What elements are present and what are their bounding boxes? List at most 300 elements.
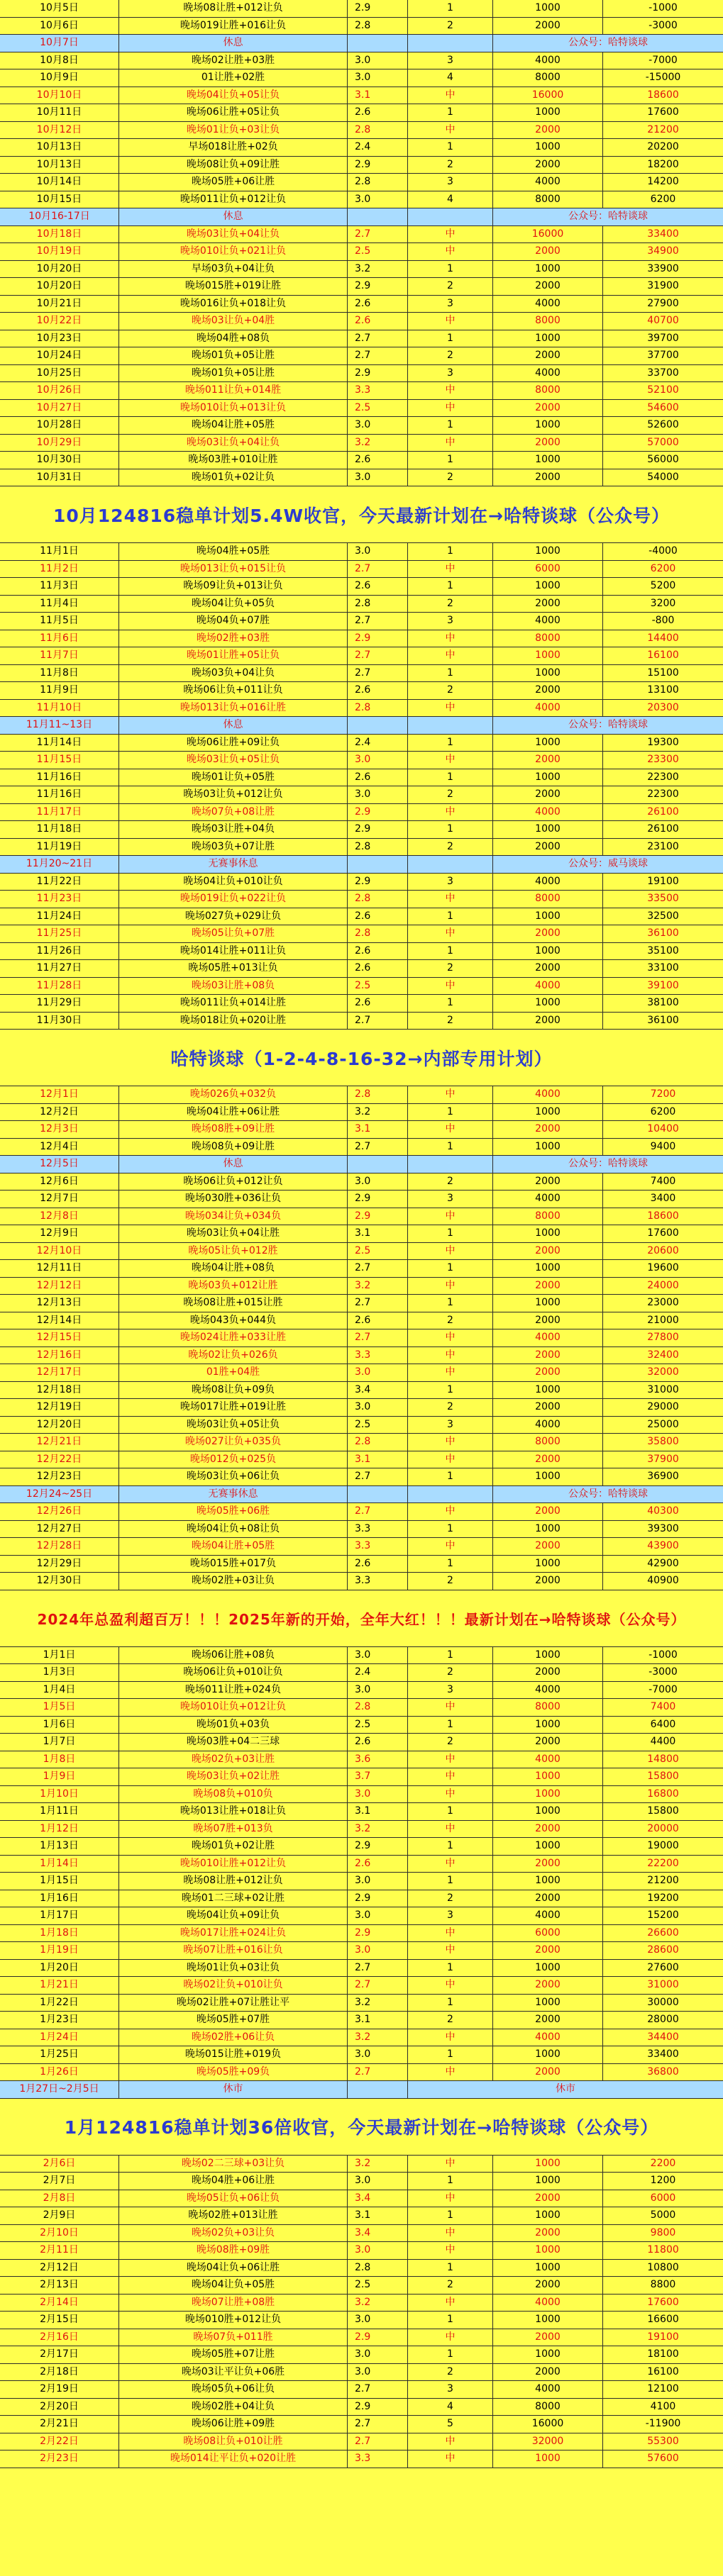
step-cell: 中 [408, 2450, 493, 2468]
pick-cell: 晚场07负+08让胜 [119, 804, 348, 821]
step-cell: 中 [408, 647, 493, 664]
result-row [0, 665, 723, 683]
pick-cell: 晚场08让胜+012让负 [119, 1873, 348, 1890]
total-cell: 8800 [650, 2279, 676, 2290]
date-cell: 10月20日 [0, 261, 119, 278]
odds-cell: 2.7 [348, 1977, 408, 1994]
odds-cell: 3.0 [348, 2173, 408, 2190]
total-cell: 39300 [647, 1522, 679, 1534]
odds-cell: 2.9 [348, 874, 408, 891]
plan-banner: 1月124816稳单计划36倍收官，今天最新计划在→哈特谈球（公众号） [0, 2099, 723, 2156]
total-cell: 7200 [650, 1088, 676, 1100]
date-cell: 12月8日 [0, 1208, 119, 1225]
result-row-win [0, 752, 723, 769]
result-row [0, 1647, 723, 1665]
result-row [0, 543, 723, 561]
total-cell: 29000 [647, 1401, 679, 1412]
pick-cell: 晚场08让负+010让胜 [119, 2433, 348, 2450]
pick-cell: 晚场011让负+012让负 [119, 191, 348, 208]
result-row [0, 682, 723, 700]
odds-cell: 2.7 [348, 613, 408, 630]
pick-cell: 晚场01负+03负 [119, 1717, 348, 1734]
result-row-win [0, 2433, 723, 2451]
step-cell: 1 [408, 139, 493, 156]
pick-cell: 晚场02负+03让胜 [119, 1751, 348, 1768]
total-cell: 26100 [647, 823, 679, 835]
odds-cell: 2.7 [348, 2416, 408, 2433]
total-cell: 30000 [647, 1996, 679, 2008]
date-cell: 10月19日 [0, 243, 119, 260]
stake-cell: 8000 [493, 69, 603, 87]
result-row-win [0, 891, 723, 908]
total-cell: 21200 [647, 123, 679, 135]
total-cell: 16600 [647, 2314, 679, 2325]
result-row [0, 839, 723, 857]
pick-cell: 晚场07让胜+08胜 [119, 2295, 348, 2312]
date-cell: 10月30日 [0, 452, 119, 469]
date-cell: 1月18日 [0, 1925, 119, 1942]
stake-cell: 1000 [493, 2450, 603, 2468]
step-cell: 1 [408, 2207, 493, 2224]
rest-label: 休息 [119, 1156, 348, 1173]
date-cell: 10月25日 [0, 365, 119, 382]
odds-cell: 3.1 [348, 2207, 408, 2224]
date-cell: 2月21日 [0, 2416, 119, 2433]
stake-cell: 4000 [493, 2295, 603, 2312]
odds-cell: 3.0 [348, 469, 408, 486]
odds-cell: 2.7 [348, 226, 408, 243]
step-cell: 中 [408, 2029, 493, 2046]
odds-cell: 3.3 [348, 1521, 408, 1538]
pick-cell: 晚场02让胜+07让胜让平 [119, 1995, 348, 2012]
plan-banner: 10月124816稳单计划5.4W收官，今天最新计划在→哈特谈球（公众号） [0, 486, 723, 543]
date-cell: 10月18日 [0, 226, 119, 243]
step-cell: 中 [408, 400, 493, 417]
step-cell: 1 [408, 578, 493, 595]
pick-cell: 晚场03让负+05让负 [119, 1417, 348, 1434]
date-cell: 12月9日 [0, 1225, 119, 1242]
result-row [0, 174, 723, 191]
result-row-win [0, 1329, 723, 1347]
stake-cell: 2000 [493, 1364, 603, 1381]
odds-cell: 2.6 [348, 1312, 408, 1329]
date-cell: 10月22日 [0, 313, 119, 330]
stake-cell: 8000 [493, 1208, 603, 1225]
result-row-win [0, 2225, 723, 2243]
date-cell: 11月3日 [0, 578, 119, 595]
step-cell: 2 [408, 157, 493, 174]
odds-cell: 2.7 [348, 561, 408, 578]
result-row [0, 52, 723, 70]
result-row [0, 452, 723, 469]
result-row [0, 943, 723, 961]
pick-cell: 晚场018让负+020让胜 [119, 1013, 348, 1030]
date-cell: 1月22日 [0, 1995, 119, 2012]
total-cell: 4100 [650, 2400, 676, 2412]
step-cell: 2 [408, 682, 493, 699]
step-cell: 中 [408, 2225, 493, 2242]
stake-cell: 2000 [493, 1573, 603, 1590]
date-cell: 2月20日 [0, 2399, 119, 2416]
date-cell: 12月22日 [0, 1451, 119, 1468]
rest-label: 休息 [119, 208, 348, 225]
step-cell: 中 [408, 122, 493, 139]
stake-cell: 2000 [493, 752, 603, 769]
result-row-win [0, 1768, 723, 1786]
odds-cell: 2.8 [348, 891, 408, 908]
total-cell: 16100 [647, 2365, 679, 2377]
result-row-win [0, 630, 723, 648]
pick-cell: 晚场02胜+03胜 [119, 630, 348, 647]
total-cell: 3200 [650, 597, 676, 609]
result-row [0, 2416, 723, 2433]
stake-cell: 2000 [493, 2064, 603, 2081]
date-cell: 1月25日 [0, 2046, 119, 2063]
stake-cell: 8000 [493, 382, 603, 399]
date-cell: 10月21日 [0, 296, 119, 313]
odds-cell: 3.6 [348, 1751, 408, 1768]
pick-cell: 晚场03让负+02让胜 [119, 1768, 348, 1785]
odds-cell: 3.7 [348, 1768, 408, 1785]
result-row [0, 1734, 723, 1751]
result-row-win [0, 1121, 723, 1139]
odds-cell: 2.5 [348, 1717, 408, 1734]
stake-cell: 1000 [493, 2312, 603, 2329]
odds-cell: 2.7 [348, 1960, 408, 1977]
result-row-win [0, 647, 723, 665]
step-cell: 中 [408, 1821, 493, 1838]
date-cell: 2月10日 [0, 2225, 119, 2242]
step-cell: 1 [408, 1838, 493, 1855]
date-cell: 10月7日 [0, 35, 119, 52]
pick-cell: 晚场03让负+06让负 [119, 1468, 348, 1485]
odds-cell: 3.3 [348, 1538, 408, 1555]
step-cell: 中 [408, 978, 493, 995]
date-cell: 2月14日 [0, 2295, 119, 2312]
odds-cell: 3.3 [348, 1347, 408, 1364]
date-cell: 11月26日 [0, 943, 119, 960]
pick-cell: 晚场01负+05让胜 [119, 365, 348, 382]
date-cell: 12月30日 [0, 1573, 119, 1590]
odds-cell: 3.0 [348, 1942, 408, 1959]
total-cell: 57000 [647, 436, 679, 448]
result-row [0, 469, 723, 487]
pick-cell: 晚场04让胜+08负 [119, 1260, 348, 1277]
total-cell: 19600 [647, 1262, 679, 1273]
date-cell: 12月29日 [0, 1556, 119, 1573]
pick-cell: 晚场04让胜+05胜 [119, 1538, 348, 1555]
result-row-win [0, 1278, 723, 1295]
stake-cell: 1000 [493, 139, 603, 156]
odds-cell: 2.7 [348, 2381, 408, 2398]
result-row [0, 1838, 723, 1856]
result-row [0, 104, 723, 122]
result-row [0, 1907, 723, 1925]
pick-cell: 晚场03让负+04胜 [119, 313, 348, 330]
date-cell: 2月6日 [0, 2156, 119, 2173]
date-cell: 12月1日 [0, 1086, 119, 1103]
date-cell: 11月6日 [0, 630, 119, 647]
odds-cell: 3.3 [348, 2450, 408, 2468]
pick-cell: 01让胜+02胜 [119, 69, 348, 87]
pick-cell: 晚场02胜+03让负 [119, 1573, 348, 1590]
pick-cell: 晚场06让胜+05让负 [119, 104, 348, 121]
total-cell: 35800 [647, 1436, 679, 1447]
step-cell [408, 208, 493, 225]
stake-cell: 4000 [493, 1329, 603, 1346]
date-cell: 1月15日 [0, 1873, 119, 1890]
date-cell: 10月12日 [0, 122, 119, 139]
step-cell: 中 [408, 891, 493, 908]
result-row [0, 786, 723, 804]
odds-cell: 3.3 [348, 1573, 408, 1590]
pick-cell: 晚场04让负+05让负 [119, 87, 348, 104]
stake-cell: 1000 [493, 2207, 603, 2224]
pick-cell: 晚场05胜+07胜 [119, 2012, 348, 2029]
total-cell: 42900 [647, 1557, 679, 1569]
result-row-win [0, 1538, 723, 1556]
odds-cell: 2.4 [348, 1664, 408, 1681]
total-cell: 7400 [650, 1175, 676, 1187]
stake-cell: 2000 [493, 1503, 603, 1520]
odds-cell: 2.5 [348, 978, 408, 995]
result-row [0, 1664, 723, 1682]
date-cell: 2月12日 [0, 2260, 119, 2277]
stake-cell: 1000 [493, 2242, 603, 2259]
stake-cell: 1000 [493, 1260, 603, 1277]
total-cell: 38100 [647, 997, 679, 1008]
date-cell: 11月28日 [0, 978, 119, 995]
result-row [0, 2364, 723, 2382]
stake-cell: 1000 [493, 2346, 603, 2363]
step-cell: 中 [408, 2190, 493, 2207]
pick-cell: 晚场02胜+013让胜 [119, 2207, 348, 2224]
date-cell: 2月23日 [0, 2450, 119, 2468]
step-cell: 3 [408, 1682, 493, 1699]
step-cell: 5 [408, 2416, 493, 2433]
total-cell: 34900 [647, 245, 679, 257]
step-cell: 1 [408, 735, 493, 752]
date-cell: 10月10日 [0, 87, 119, 104]
result-row-win [0, 978, 723, 996]
date-cell: 10月9日 [0, 69, 119, 87]
result-row [0, 2046, 723, 2064]
stake-cell: 2000 [493, 1013, 603, 1030]
total-cell: 5000 [650, 2209, 676, 2221]
total-cell: 15200 [647, 1909, 679, 1921]
total-cell: -4000 [649, 545, 678, 557]
stake-cell: 1000 [493, 1838, 603, 1855]
result-row [0, 2346, 723, 2364]
date-cell: 11月10日 [0, 700, 119, 717]
step-cell: 中 [408, 226, 493, 243]
stake-cell: 1000 [493, 1803, 603, 1820]
total-cell: -15000 [645, 72, 681, 83]
total-cell: 37700 [647, 350, 679, 361]
result-row-win [0, 1942, 723, 1960]
step-cell: 1 [408, 1556, 493, 1573]
pick-cell: 晚场02让胜+03胜 [119, 52, 348, 69]
pick-cell: 晚场01负+02让胜 [119, 1838, 348, 1855]
result-row [0, 821, 723, 839]
date-cell: 11月27日 [0, 960, 119, 977]
total-cell: 19100 [647, 875, 679, 887]
step-cell: 中 [408, 752, 493, 769]
step-cell: 中 [408, 1786, 493, 1803]
total-cell: 23100 [647, 840, 679, 852]
odds-cell: 3.1 [348, 1803, 408, 1820]
odds-cell: 2.8 [348, 18, 408, 35]
total-cell: 31000 [647, 1979, 679, 1990]
result-row-win [0, 400, 723, 418]
result-row [0, 613, 723, 630]
step-cell: 中 [408, 1751, 493, 1768]
date-cell: 11月22日 [0, 874, 119, 891]
odds-cell: 3.2 [348, 261, 408, 278]
stake-cell: 2000 [493, 960, 603, 977]
step-cell: 2 [408, 1312, 493, 1329]
step-cell: 中 [408, 1856, 493, 1873]
total-cell: 2200 [650, 2157, 676, 2169]
result-row [0, 157, 723, 174]
step-cell: 2 [408, 1173, 493, 1191]
step-cell: 1 [408, 995, 493, 1012]
total-cell: 43900 [647, 1540, 679, 1551]
date-cell: 12月10日 [0, 1243, 119, 1260]
stake-cell: 1000 [493, 1295, 603, 1312]
step-cell: 1 [408, 1260, 493, 1277]
result-row [0, 735, 723, 752]
total-cell: 28600 [647, 1944, 679, 1956]
result-row [0, 1104, 723, 1122]
pick-cell: 晚场011让胜+024负 [119, 1682, 348, 1699]
odds-cell: 3.0 [348, 1647, 408, 1664]
pick-cell: 晚场03胜+010让胜 [119, 452, 348, 469]
date-cell: 11月29日 [0, 995, 119, 1012]
step-cell: 中 [408, 1451, 493, 1468]
step-cell: 中 [408, 2433, 493, 2450]
result-row-win [0, 1364, 723, 1382]
total-cell: 15100 [647, 667, 679, 679]
stake-cell: 1000 [493, 665, 603, 682]
pick-cell: 晚场027负+029让负 [119, 908, 348, 925]
total-cell: 26600 [647, 1927, 679, 1939]
result-row [0, 2260, 723, 2277]
step-cell: 1 [408, 1717, 493, 1734]
date-cell: 1月6日 [0, 1717, 119, 1734]
odds-cell: 3.0 [348, 2364, 408, 2381]
rest-row [0, 856, 723, 874]
pick-cell: 晚场06让负+010让负 [119, 1664, 348, 1681]
stake-cell: 1000 [493, 1468, 603, 1485]
step-cell: 中 [408, 1347, 493, 1364]
stake-cell: 1000 [493, 578, 603, 595]
odds-cell: 3.0 [348, 1173, 408, 1191]
result-row [0, 874, 723, 891]
date-cell: 12月7日 [0, 1191, 119, 1208]
result-row-win [0, 2064, 723, 2082]
result-row [0, 1191, 723, 1208]
result-row-win [0, 2450, 723, 2468]
date-cell: 2月8日 [0, 2190, 119, 2207]
pick-cell: 晚场03让负+012让负 [119, 786, 348, 803]
total-cell: 33700 [647, 367, 679, 379]
stake-cell: 4000 [493, 874, 603, 891]
step-cell: 2 [408, 278, 493, 295]
total-cell: 23300 [647, 754, 679, 765]
total-cell: 32500 [647, 910, 679, 922]
odds-cell: 3.1 [348, 1225, 408, 1242]
pick-cell: 晚场010让胜+012让负 [119, 1856, 348, 1873]
total-cell: 17600 [647, 1227, 679, 1239]
pick-cell: 晚场09让负+013让负 [119, 578, 348, 595]
stake-cell: 4000 [493, 978, 603, 995]
stake-cell: 4000 [493, 613, 603, 630]
pick-cell: 晚场010让负+021让负 [119, 243, 348, 260]
date-cell: 12月23日 [0, 1468, 119, 1485]
odds-cell: 2.8 [348, 596, 408, 613]
stake-cell: 1000 [493, 1382, 603, 1399]
rest-note: 公众号：威马谈球 [568, 858, 648, 869]
odds-cell: 2.5 [348, 400, 408, 417]
odds-cell: 2.8 [348, 1086, 408, 1103]
odds-cell: 2.6 [348, 960, 408, 977]
result-row [0, 261, 723, 279]
stake-cell: 2000 [493, 786, 603, 803]
pick-cell: 晚场014让胜+011让负 [119, 943, 348, 960]
odds-cell: 3.4 [348, 1382, 408, 1399]
odds-cell: 2.7 [348, 665, 408, 682]
date-cell: 1月7日 [0, 1734, 119, 1751]
result-row [0, 1890, 723, 1908]
step-cell: 3 [408, 296, 493, 313]
date-cell: 1月21日 [0, 1977, 119, 1994]
total-cell: 21000 [647, 1314, 679, 1326]
rest-note: 公众号：哈特谈球 [568, 37, 648, 48]
step-cell: 2 [408, 1573, 493, 1590]
odds-cell: 3.0 [348, 2242, 408, 2259]
date-cell: 11月16日 [0, 786, 119, 803]
pick-cell: 晚场04胜+06让胜 [119, 2173, 348, 2190]
step-cell: 中 [408, 2156, 493, 2173]
stake-cell: 2000 [493, 122, 603, 139]
step-cell: 1 [408, 1104, 493, 1121]
pick-cell: 晚场08胜+09让胜 [119, 1121, 348, 1138]
pick-cell: 晚场04让负+08让负 [119, 1521, 348, 1538]
result-row-win [0, 122, 723, 140]
step-cell: 3 [408, 874, 493, 891]
odds-cell: 3.0 [348, 1364, 408, 1381]
odds-cell: 3.2 [348, 1995, 408, 2012]
stake-cell: 1000 [493, 330, 603, 347]
stake-cell: 8000 [493, 891, 603, 908]
odds-cell: 2.7 [348, 647, 408, 664]
odds-cell: 3.2 [348, 2295, 408, 2312]
date-cell: 10月6日 [0, 18, 119, 35]
stake-cell: 1000 [493, 261, 603, 278]
total-cell: 5200 [650, 580, 676, 591]
step-cell: 3 [408, 1907, 493, 1924]
odds-cell: 3.0 [348, 191, 408, 208]
pick-cell: 晚场010胜+012让负 [119, 2312, 348, 2329]
result-row-win [0, 1434, 723, 1451]
step-cell: 2 [408, 469, 493, 486]
result-row [0, 2312, 723, 2329]
date-cell: 11月24日 [0, 908, 119, 925]
total-cell: 14200 [647, 176, 679, 187]
date-cell: 12月16日 [0, 1347, 119, 1364]
result-row [0, 2207, 723, 2225]
